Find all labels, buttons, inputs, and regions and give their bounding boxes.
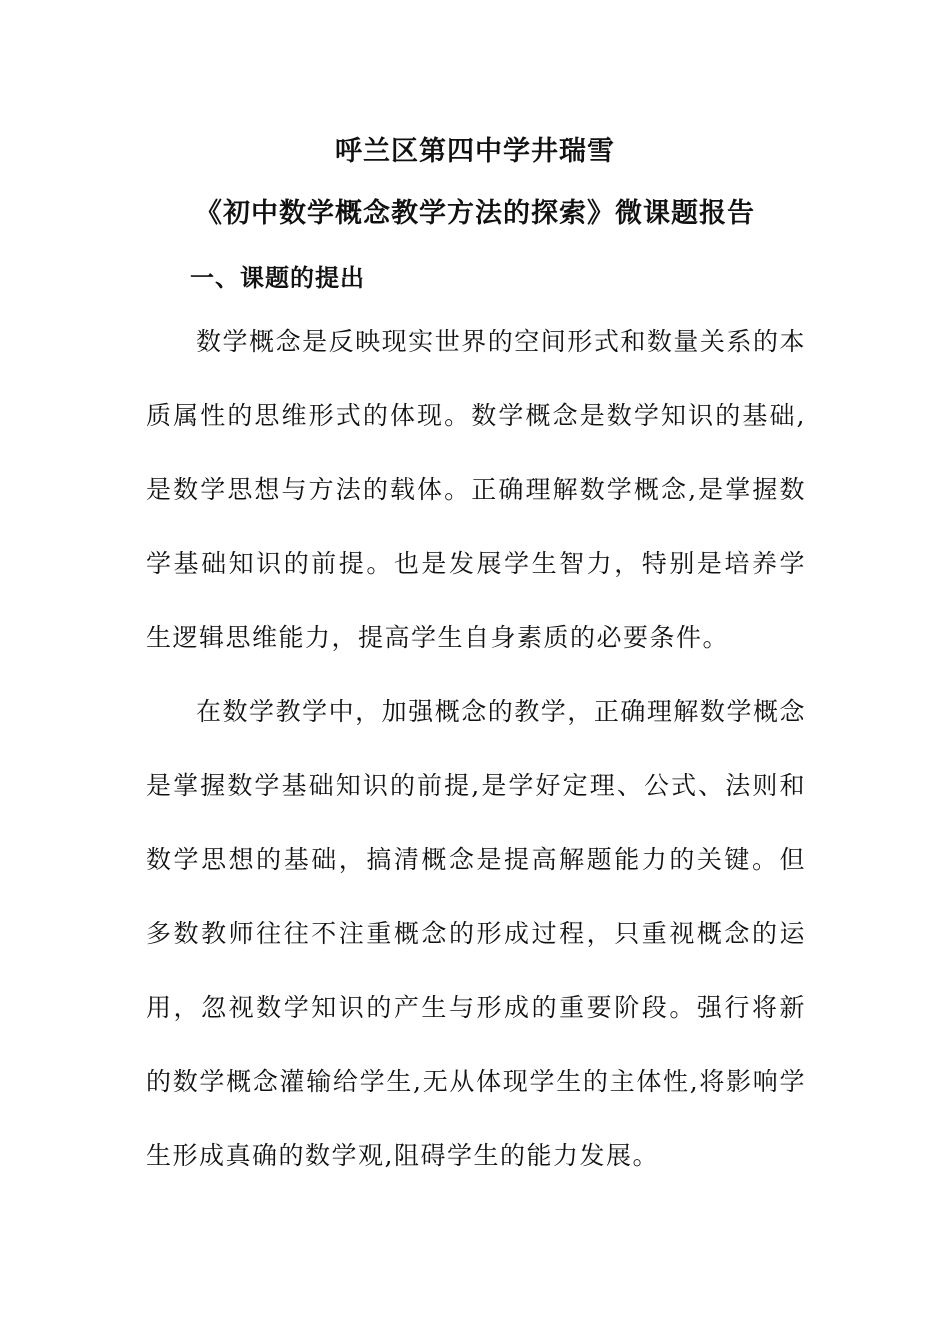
body-paragraph-1: 数学概念是反映现实世界的空间形式和数量关系的本质属性的思维形式的体现。数学概念是数学知识的基础,是数学思想与方法的载体。正确理解数学概念,是掌握数学基础知识的前提。也是发展学生智力，特别是培养学生逻辑思维能力，提高学生自身素质的必要条件。 [146,327,806,652]
author-line: 呼兰区第四中学井瑞雪 [335,136,615,167]
body-paragraph-2: 在数学教学中，加强概念的教学，正确理解数学概念是掌握数学基础知识的前提,是学好定理、公式、法则和数学思想的基础，搞清概念是提高解题能力的关键。但多数教师往往不注重概念的形成过程，只重视概念的运用，忽视数学知识的产生与形成的重要阶段。强行将新的数学概念灌输给学生,无从体现学生的主体性,将影响学生形成真确的数学观,阻碍学生的能力发展。 [146,697,806,1170]
report-title: 《初中数学概念教学方法的探索》微课题报告 [195,198,755,229]
section-heading: 一、课题的提出 [190,264,365,292]
